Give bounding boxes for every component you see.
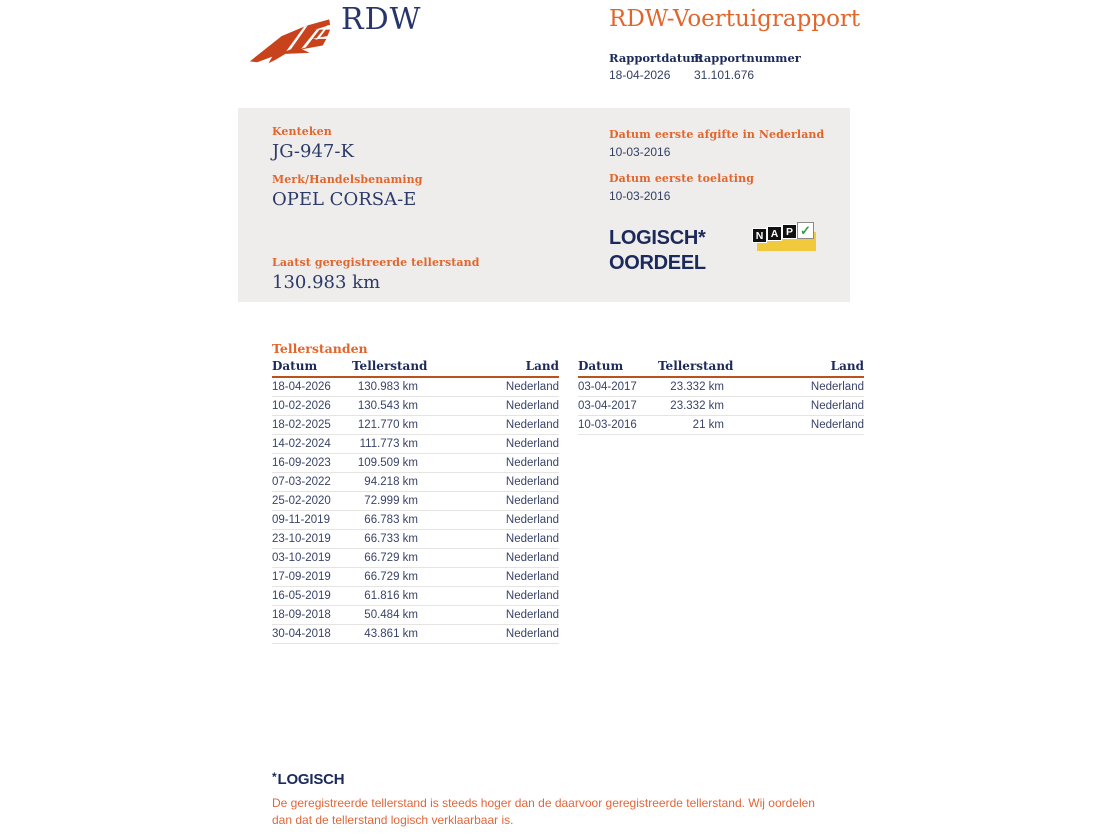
column-header-land: Land — [418, 359, 559, 377]
table-cell: 18-09-2018 — [272, 605, 352, 624]
table-cell: 130.543 km — [352, 396, 418, 415]
table-cell: 43.861 km — [352, 624, 418, 643]
table-cell: 109.509 km — [352, 453, 418, 472]
table-row — [272, 396, 559, 415]
table-cell: Nederland — [418, 491, 559, 510]
nap-letter-a: A — [767, 226, 782, 241]
footnote-heading — [272, 770, 832, 788]
table-row — [272, 415, 559, 434]
table-row — [272, 624, 559, 643]
report-meta — [609, 51, 801, 82]
table-cell: 16-05-2019 — [272, 586, 352, 605]
table-cell: Nederland — [418, 472, 559, 491]
tellerstanden-title: Tellerstanden — [272, 341, 368, 356]
rapportdatum-label: Rapportdatum — [609, 51, 703, 65]
table-row — [272, 529, 559, 548]
table-cell: 66.733 km — [352, 529, 418, 548]
table-cell: 16-09-2023 — [272, 453, 352, 472]
tellerstanden-table-left — [272, 359, 559, 644]
table-cell: Nederland — [418, 605, 559, 624]
table-cell: 18-02-2025 — [272, 415, 352, 434]
page-title: RDW-Voertuigrapport — [609, 6, 861, 32]
table-cell: 72.999 km — [352, 491, 418, 510]
merk-value: OPEL CORSA-E — [272, 189, 417, 210]
toelating-value: 10-03-2016 — [609, 189, 671, 203]
table-cell: Nederland — [418, 453, 559, 472]
table-row — [578, 396, 864, 415]
afgifte-value: 10-03-2016 — [609, 145, 671, 159]
table-row — [272, 548, 559, 567]
table-cell: 21 km — [658, 415, 724, 434]
nap-letter-n: N — [752, 228, 767, 243]
table-cell: Nederland — [418, 548, 559, 567]
table-cell: 18-04-2026 — [272, 377, 352, 396]
vehicle-summary-panel — [238, 108, 850, 302]
footnote-title: LOGISCH — [277, 771, 345, 788]
nap-logo — [752, 222, 819, 253]
logisch-footnote — [272, 770, 832, 829]
nap-check-icon: ✓ — [797, 222, 814, 239]
laatste-tellerstand-value: 130.983 km — [272, 272, 381, 293]
nap-letter-p: P — [782, 224, 797, 239]
table-cell: 50.484 km — [352, 605, 418, 624]
table-cell: 10-03-2016 — [578, 415, 658, 434]
rapportnummer-label: Rapportnummer — [694, 51, 801, 65]
table-cell: Nederland — [724, 396, 864, 415]
table-cell: 66.729 km — [352, 548, 418, 567]
table-cell: 61.816 km — [352, 586, 418, 605]
table-cell: Nederland — [418, 624, 559, 643]
table-cell: 14-02-2024 — [272, 434, 352, 453]
table-row — [272, 472, 559, 491]
table-cell: 23-10-2019 — [272, 529, 352, 548]
kenteken-value: JG-947-K — [272, 141, 354, 162]
table-cell: Nederland — [418, 415, 559, 434]
table-cell: 03-10-2019 — [272, 548, 352, 567]
table-cell: Nederland — [418, 567, 559, 586]
table-cell: 17-09-2019 — [272, 567, 352, 586]
table-cell: Nederland — [724, 377, 864, 396]
table-cell: 25-02-2020 — [272, 491, 352, 510]
table-row — [272, 605, 559, 624]
column-header-land: Land — [724, 359, 864, 377]
table-header-row — [272, 359, 559, 377]
table-cell: Nederland — [418, 396, 559, 415]
table-row — [272, 434, 559, 453]
table-cell: 07-03-2022 — [272, 472, 352, 491]
table-header-row — [578, 359, 864, 377]
footnote-asterisk: * — [272, 770, 277, 784]
table-row — [272, 491, 559, 510]
table-cell: Nederland — [418, 510, 559, 529]
rapportnummer-value: 31.101.676 — [694, 68, 755, 82]
table-cell: 03-04-2017 — [578, 377, 658, 396]
table-row — [272, 510, 559, 529]
table-cell: Nederland — [418, 434, 559, 453]
table-row — [272, 453, 559, 472]
oordeel-line2: OORDEEL — [609, 252, 706, 274]
table-cell: 121.770 km — [352, 415, 418, 434]
table-cell: Nederland — [418, 377, 559, 396]
column-header-datum: Datum — [272, 359, 352, 377]
table-cell: 94.218 km — [352, 472, 418, 491]
table-cell: Nederland — [418, 529, 559, 548]
table-cell: 03-04-2017 — [578, 396, 658, 415]
tellerstanden-section — [272, 341, 864, 640]
table-cell: 10-02-2026 — [272, 396, 352, 415]
table-cell: 09-11-2019 — [272, 510, 352, 529]
footnote-text: De geregistreerde tellerstand is steeds hoger dan de daarvoor geregistreerde tellerstand. Wij oordelen dan dat de tellerstand logisch verklaarbaar is. — [272, 796, 815, 827]
column-header-tellerstand: Tellerstand — [352, 359, 418, 377]
table-row — [272, 377, 559, 396]
laatste-tellerstand-label: Laatst geregistreerde tellerstand — [272, 256, 480, 269]
rdw-logo-icon — [248, 10, 332, 66]
table-row — [272, 586, 559, 605]
table-cell: 23.332 km — [658, 377, 724, 396]
column-header-datum: Datum — [578, 359, 658, 377]
table-cell: 66.783 km — [352, 510, 418, 529]
table-cell: Nederland — [724, 415, 864, 434]
table-row — [578, 377, 864, 396]
table-cell: 130.983 km — [352, 377, 418, 396]
table-cell: 66.729 km — [352, 567, 418, 586]
rdw-wordmark: RDW — [341, 2, 422, 37]
toelating-label: Datum eerste toelating — [609, 172, 754, 185]
table-cell: 23.332 km — [658, 396, 724, 415]
kenteken-label: Kenteken — [272, 125, 332, 138]
oordeel-line1: LOGISCH* — [609, 227, 706, 249]
merk-label: Merk/Handelsbenaming — [272, 173, 423, 186]
rapportdatum-value: 18-04-2026 — [609, 68, 671, 82]
table-cell: Nederland — [418, 586, 559, 605]
table-cell: 30-04-2018 — [272, 624, 352, 643]
table-row — [578, 415, 864, 434]
table-cell: 111.773 km — [352, 434, 418, 453]
afgifte-label: Datum eerste afgifte in Nederland — [609, 128, 825, 141]
tellerstanden-table-right — [578, 359, 864, 435]
table-row — [272, 567, 559, 586]
column-header-tellerstand: Tellerstand — [658, 359, 724, 377]
